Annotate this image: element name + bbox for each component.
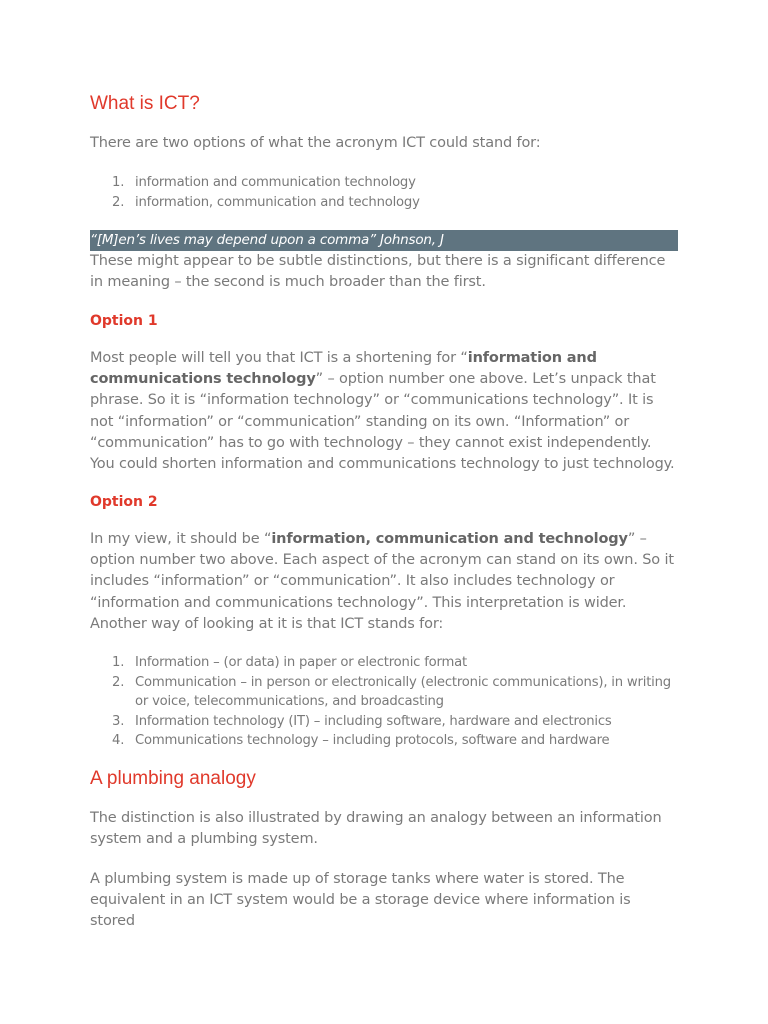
option2-text-bold: information, communication and technology bbox=[271, 531, 628, 547]
list-item bbox=[90, 653, 678, 673]
list-item bbox=[90, 193, 678, 213]
list-number: 1. bbox=[112, 655, 125, 670]
option2-text-post: ” – option number two above. Each aspect of the acronym can stand on its own. So it includes “information” or “communication”. It also includes technology or “information and communications technology”. This interpretation is wider. Another way of looking at it is that ICT stands for: bbox=[90, 531, 674, 632]
intro-paragraph: There are two options of what the acronym ICT could stand for: bbox=[90, 135, 541, 151]
plumbing-heading: A plumbing analogy bbox=[90, 768, 256, 789]
list-item-text: Information technology (IT) – including software, hardware and electronics bbox=[135, 713, 612, 729]
options-list bbox=[90, 173, 678, 212]
list-number: 2. bbox=[112, 674, 125, 690]
option1-heading: Option 1 bbox=[90, 313, 158, 329]
list-item bbox=[90, 731, 678, 751]
page-title: What is ICT? bbox=[90, 93, 200, 114]
list-item-text: information and communication technology bbox=[135, 175, 416, 190]
list-number: 1. bbox=[112, 175, 125, 190]
list-number: 3. bbox=[112, 713, 125, 729]
option2-paragraph bbox=[90, 529, 678, 635]
option1-text-post: ” – option number one above. Let’s unpack that phrase. So it is “information technology” or “communications technology”. It is not “information” or “communication” standing on its own. “Information” or “communication” has to go with technology – they cannot exist independently. You could shorten information and communications technology to just technology. bbox=[90, 371, 675, 473]
option1-paragraph bbox=[90, 348, 678, 475]
list-item-text: Information – (or data) in paper or electronic format bbox=[135, 655, 468, 670]
list-item bbox=[90, 173, 678, 193]
list-number: 2. bbox=[112, 194, 125, 210]
list-item bbox=[90, 712, 678, 732]
ict-components-list bbox=[90, 653, 678, 751]
list-item bbox=[90, 673, 678, 712]
list-item-text: information, communication and technology bbox=[135, 194, 420, 210]
quote-banner: “[M]en’s lives may depend upon a comma” Johnson, J bbox=[90, 230, 678, 251]
option2-text-pre: In my view, it should be “ bbox=[90, 531, 272, 547]
list-number: 4. bbox=[112, 733, 125, 749]
plumbing-paragraph-2: A plumbing system is made up of storage tanks where water is stored. The equivalent in an ICT system would be a storage device where information is stored bbox=[90, 871, 631, 930]
option1-text-pre: Most people will tell you that ICT is a shortening for “ bbox=[90, 350, 468, 366]
plumbing-paragraph-1: The distinction is also illustrated by drawing an analogy between an information system and a plumbing system. bbox=[90, 810, 662, 848]
list-item-text: Communications technology – including protocols, software and hardware bbox=[135, 733, 610, 749]
distinction-paragraph: These might appear to be subtle distinctions, but there is a significant difference in meaning – the second is much broader than the first. bbox=[90, 253, 666, 291]
option1-text-bold: information and communications technology bbox=[90, 350, 597, 388]
list-item-text: Communication – in person or electronically (electronic communications), in writing or voice, telecommunications, and broadcasting bbox=[135, 674, 671, 710]
option2-heading: Option 2 bbox=[90, 494, 158, 510]
